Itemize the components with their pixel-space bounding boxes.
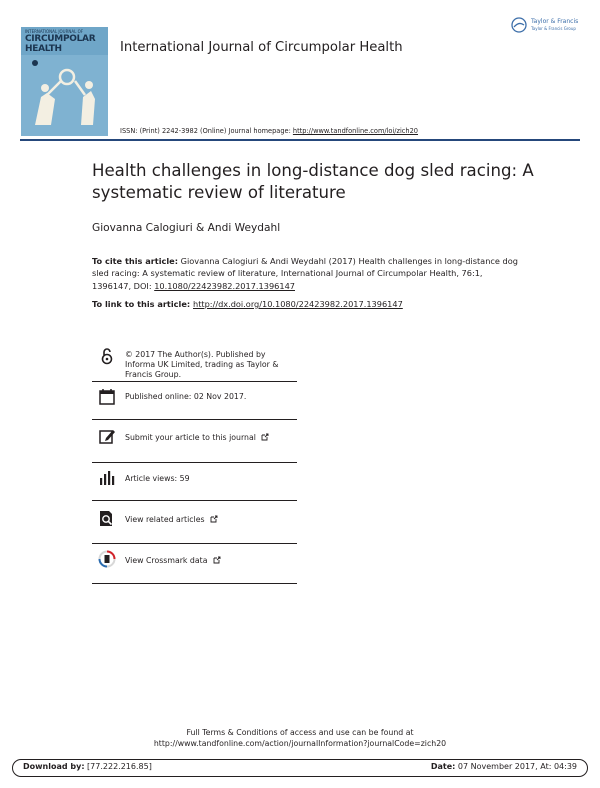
publisher-logo-icon xyxy=(511,17,527,33)
related-link[interactable] xyxy=(125,515,218,525)
terms-link[interactable]: http://www.tandfonline.com/action/journalInformation?journalCode=zich20 xyxy=(153,739,447,748)
license-text: © 2017 The Author(s). Published by Informa UK Limited, trading as Taylor & Francis Group. xyxy=(125,350,279,379)
external-link-icon xyxy=(261,433,269,441)
external-link-icon xyxy=(213,556,221,564)
journal-title: International Journal of Circumpolar Health xyxy=(120,40,403,55)
citation-doi-link[interactable]: 10.1080/22423982.2017.1396147 xyxy=(154,280,295,291)
calendar-icon xyxy=(98,388,116,406)
article-authors: Giovanna Calogiuri & Andi Weydahl xyxy=(92,222,281,234)
citation-label: To cite this article: xyxy=(92,256,178,266)
article-link-label: To link to this article: xyxy=(92,299,193,309)
terms-block xyxy=(100,727,500,749)
row-divider xyxy=(92,500,297,501)
date-value: 07 November 2017, At: 04:39 xyxy=(455,762,577,771)
views-text: Article views: 59 xyxy=(125,474,190,483)
external-link-icon xyxy=(210,515,218,523)
journal-homepage-link[interactable]: http://www.tandfonline.com/loi/zich20 xyxy=(292,127,419,135)
journal-cover-image xyxy=(21,27,108,136)
submit-link[interactable] xyxy=(125,433,269,443)
downloaded-label: Download by: xyxy=(23,762,85,771)
citation-text: Giovanna Calogiuri & Andi Weydahl (2017) Health challenges in long-distance dog sled racing: A systematic review of literature, International Journal of Circumpolar Health, 76:1, 1396147, DOI: xyxy=(92,256,518,291)
bar-chart-icon xyxy=(98,469,116,487)
crossmark-label: View Crossmark data xyxy=(125,556,208,565)
cover-title-line1: CIRCUMPOLAR xyxy=(25,34,96,44)
crossmark-icon xyxy=(98,550,116,568)
cover-artwork xyxy=(21,55,108,136)
row-divider xyxy=(92,543,297,544)
related-label: View related articles xyxy=(125,515,205,524)
submit-label: Submit your article to this journal xyxy=(125,433,256,442)
issn-line xyxy=(120,127,418,135)
citation-block xyxy=(92,255,522,292)
open-access-icon xyxy=(98,347,116,365)
downloaded-by xyxy=(23,762,152,771)
cover-small-line: INTERNATIONAL JOURNAL OF xyxy=(25,29,84,34)
row-divider xyxy=(92,381,297,382)
publisher-name: Taylor & Francis xyxy=(531,18,579,25)
article-title: Health challenges in long-distance dog sled racing: A systematic review of literature xyxy=(92,161,534,202)
cover-title-line2: HEALTH xyxy=(25,44,62,54)
download-info-bar xyxy=(12,759,588,777)
date-label: Date: xyxy=(430,762,456,771)
search-document-icon xyxy=(98,510,116,528)
crossmark-link[interactable] xyxy=(125,556,221,566)
download-date xyxy=(431,762,577,771)
header-divider xyxy=(20,139,580,141)
terms-line1: Full Terms & Conditions of access and use can be found at xyxy=(186,728,414,737)
article-link-line xyxy=(92,299,403,309)
article-doi-link[interactable]: http://dx.doi.org/10.1080/22423982.2017.1396147 xyxy=(193,299,403,309)
publisher-subtitle: Taylor & Francis Group xyxy=(531,26,576,31)
publisher-logo[interactable] xyxy=(511,17,586,39)
edit-icon xyxy=(98,427,116,445)
downloaded-value: [77.222.216.85] xyxy=(84,762,152,771)
row-divider xyxy=(92,419,297,420)
published-text: Published online: 02 Nov 2017. xyxy=(125,392,247,401)
row-divider xyxy=(92,462,297,463)
issn-text: ISSN: (Print) 2242-3982 (Online) Journal homepage: xyxy=(120,127,293,135)
row-divider xyxy=(92,583,297,584)
